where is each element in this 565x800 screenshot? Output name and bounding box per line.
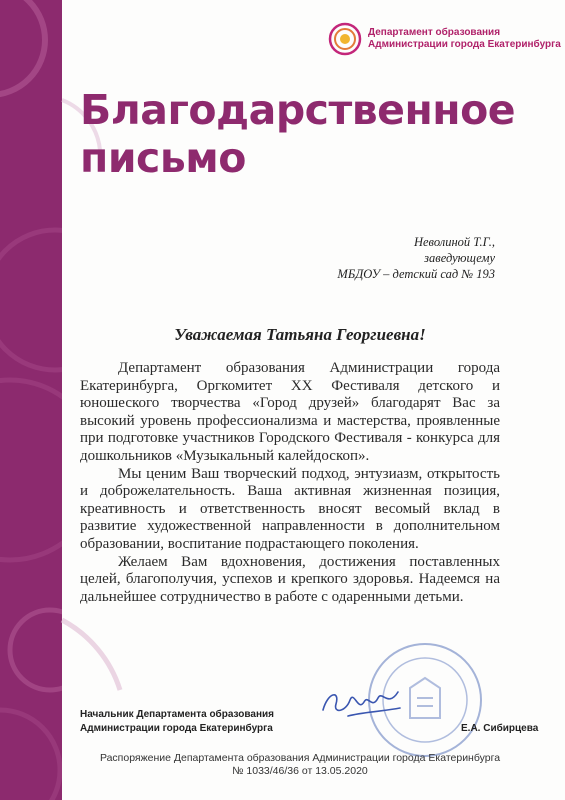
title-line-1: Благодарственное: [80, 86, 516, 134]
signatory-position: [80, 708, 274, 736]
body-paragraph-3: Желаем Вам вдохновения, достижения поставленных целей, благополучия, успехов и крепкого здоровья. Надеемся на дальнейшее сотрудничество в работе с одаренными детьми.: [80, 553, 500, 605]
department-logo-text: [368, 27, 561, 51]
signatory-name: Е.А. Сибирцева: [461, 723, 539, 734]
addressee-name: Неволиной Т.Г.,: [413, 235, 495, 249]
footer-line-2: № 1033/46/36 от 13.05.2020: [232, 765, 368, 777]
signatory-position-line-1: Начальник Департамента образования: [80, 709, 274, 720]
addressee-block: [337, 234, 495, 282]
addressee-organization: МБДОУ – детский сад № 193: [337, 267, 495, 281]
department-logo: [328, 22, 561, 56]
footer-line-1: Распоряжение Департамента образования Администрации города Екатеринбурга: [99, 752, 501, 764]
letter-title: [80, 86, 515, 182]
handwritten-signature: [318, 682, 408, 724]
footer-decree: [80, 752, 520, 778]
addressee-position: заведующему: [424, 251, 495, 265]
department-emblem-icon: [328, 22, 362, 56]
body-paragraph-2: Мы ценим Ваш творческий подход, энтузиазм, открытость и доброжелательность. Ваша активная жизненная позиция, креативность и ответственность вносят весомый вклад в развитие художественной направленности в дополнительном образовании, воспитание подрастающего поколения.: [80, 465, 500, 552]
body-paragraph-1: Департамент образования Администрации города Екатеринбурга, Оргкомитет XX Фестиваля детского и юношеского творчества «Город друзей» благодарят Вас за высокий уровень профессионализма и мастерства, проявленные при подготовке участников Городского Фестиваля - конкурса для дошкольников «Музыкальный калейдоскоп».: [80, 360, 500, 464]
letter-body: [80, 360, 500, 606]
logo-line-2: Администрации города Екатеринбурга: [368, 39, 561, 50]
title-line-2: письмо: [80, 134, 246, 182]
greeting: Уважаемая Татьяна Георгиевна!: [174, 325, 426, 344]
signatory-position-line-2: Администрации города Екатеринбурга: [80, 723, 273, 734]
logo-line-1: Департамент образования: [368, 27, 501, 38]
